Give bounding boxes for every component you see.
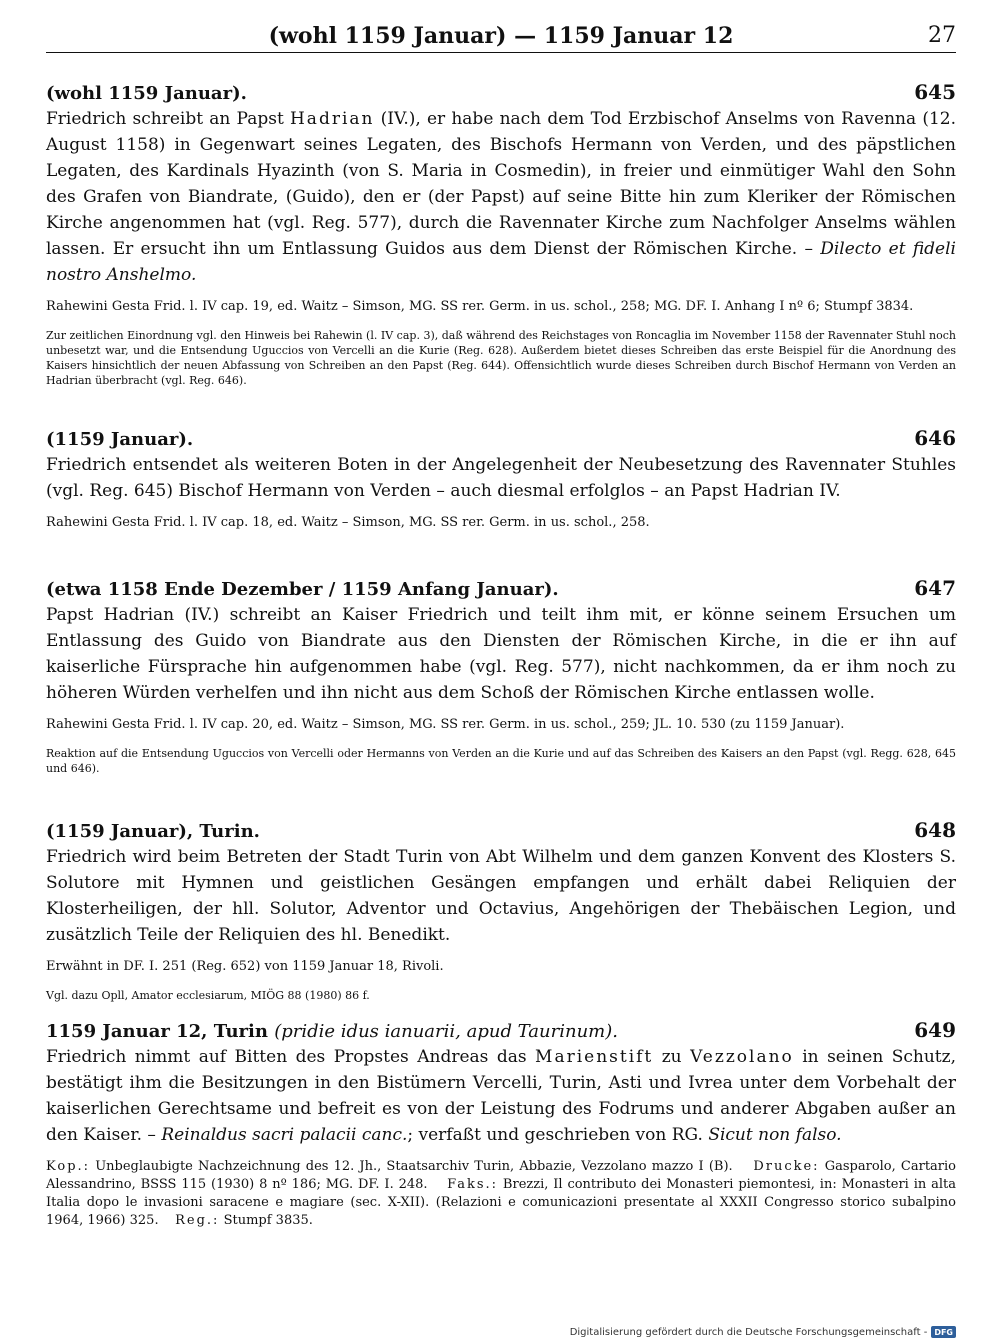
source-references: Rahewini Gesta Frid. l. IV cap. 20, ed. Waitz – Simson, MG. SS rer. Germ. in us. schol., 259; JL. 10. 530 (zu 1159 Januar). bbox=[46, 717, 845, 732]
dfg-logo: DFG bbox=[931, 1326, 956, 1338]
source-references: Rahewini Gesta Frid. l. IV cap. 18, ed. Waitz – Simson, MG. SS rer. Germ. in us. schol., 258. bbox=[46, 515, 650, 530]
entry-heading bbox=[46, 426, 956, 452]
entry-heading bbox=[46, 80, 956, 106]
entry-date: 1159 Januar 12, Turin (pridie idus ianuarii, apud Taurinum). bbox=[46, 1021, 618, 1042]
entry-date: (1159 Januar). bbox=[46, 429, 194, 450]
regest-entry-649 bbox=[46, 1018, 956, 1230]
running-head bbox=[46, 22, 956, 52]
running-title: (wohl 1159 Januar) — 1159 Januar 12 bbox=[268, 23, 734, 49]
entry-date: (etwa 1158 Ende Dezember / 1159 Anfang Januar). bbox=[46, 579, 559, 600]
entry-number: 645 bbox=[914, 80, 956, 104]
regest-text: Friedrich schreibt an Papst Hadrian (IV.), er habe nach dem Tod Erzbischof Anselms von Ravenna (12. August 1158) in Gegenwart seines Legaten, des Bischofs Hermann von Verden, und des päpstlichen Legaten, des Kardinals Hyazinth (von S. Maria in Cosmedin), in freier und einmütiger Wahl den Sohn des Grafen von Biandrate, (Guido), den er (der Papst) auf seine Bitte hin zum Kleriker der Römischen Kirche angenommen hat (vgl. Reg. 577), durch die Ravennater Kirche zum Nachfolger Anselms wählen lassen. Er ersucht ihn um Entlassung Guidos aus dem Dienst der Römischen Kirche. – Dilecto et fideli nostro Anshelmo. bbox=[46, 109, 956, 285]
regest-text: Friedrich nimmt auf Bitten des Propstes Andreas das Marienstift zu Vezzolano in seinen Schutz, bestätigt ihm die Besitzungen in den Bistümern Vercelli, Turin, Asti und Ivrea unter dem Vorbehalt der kaiserlichen Gerechtsame und befreit es von der Leistung des Fodrums und anderer Abgaben außer an den Kaiser. – Reinaldus sacri palacii canc.; verfaßt und geschrieben von RG. Sicut non falso. bbox=[46, 1047, 956, 1145]
header-rule bbox=[46, 52, 956, 53]
entry-heading bbox=[46, 576, 956, 602]
entry-number: 646 bbox=[914, 426, 956, 450]
commentary-note: Zur zeitlichen Einordnung vgl. den Hinweis bei Rahewin (l. IV cap. 3), daß während des Reichstages von Roncaglia im November 1158 der Ravennater Stuhl noch unbesetzt war, und die Entsendung Uguccios von Vercelli an die Kurie (Reg. 628). Außerdem bietet dieses Schreiben das erste Beispiel für die Anordnung des Kaisers hinsichtlich der neuen Abfassung von Schreiben an den Papst (Reg. 644). Offensichtlich wurde dieses Schreiben durch Bischof Hermann von Verden an Hadrian überbracht (vgl. Reg. 646). bbox=[46, 329, 956, 387]
regest-entry-647 bbox=[46, 576, 956, 776]
regest-text: Friedrich entsendet als weiteren Boten in der Angelegenheit der Neubesetzung des Ravennater Stuhles (vgl. Reg. 645) Bischof Hermann von Verden – auch diesmal erfolglos – an Papst Hadrian IV. bbox=[46, 455, 956, 501]
regest-text: Friedrich wird beim Betreten der Stadt Turin von Abt Wilhelm und dem ganzen Konvent des Klosters S. Solutore mit Hymnen und geistlichen Gesängen empfangen und erhält dabei Reliquien der Klosterheiligen, der hll. Solutor, Adventor und Octavius, Angehörigen der Thebäischen Legion, und zusätzlich Teile der Reliquien des hl. Benedikt. bbox=[46, 847, 956, 945]
commentary-note: Reaktion auf die Entsendung Uguccios von Vercelli oder Hermanns von Verden an die Kurie und auf das Schreiben des Kaisers an den Papst (vgl. Regg. 628, 645 und 646). bbox=[46, 747, 956, 775]
source-references: Rahewini Gesta Frid. l. IV cap. 19, ed. Waitz – Simson, MG. SS rer. Germ. in us. schol., 258; MG. DF. I. Anhang I nº 6; Stumpf 3834. bbox=[46, 299, 914, 314]
footer-text: Digitalisierung gefördert durch die Deutsche Forschungsgemeinschaft - bbox=[569, 1326, 928, 1338]
commentary-note: Vgl. dazu Opll, Amator ecclesiarum, MIÖG 88 (1980) 86 f. bbox=[46, 989, 370, 1002]
regest-entry-645 bbox=[46, 80, 956, 388]
entry-heading bbox=[46, 1018, 956, 1044]
regest-entry-648 bbox=[46, 818, 956, 1003]
regest-text: Papst Hadrian (IV.) schreibt an Kaiser Friedrich und teilt ihm mit, er könne seinem Ersuchen um Entlassung des Guido von Biandrate aus den Diensten der Römischen Kirche, in die er ihn auf kaiserliche Fürsprache hin aufgenommen habe (vgl. Reg. 577), nicht nachkommen, da er ihm noch zu höheren Würden verhelfen und ihn nicht aus dem Schoß der Römischen Kirche entlassen wolle. bbox=[46, 605, 956, 703]
regest-entry-646 bbox=[46, 426, 956, 532]
entry-heading bbox=[46, 818, 956, 844]
source-references: Kop.: Unbeglaubigte Nachzeichnung des 12. Jh., Staatsarchiv Turin, Abbazie, Vezzolano mazzo I (B). Drucke: Gasparolo, Cartario Alessandrino, BSSS 115 (1930) 8 nº 186; MG. DF. I. 248. Faks.: Brezzi, Il contributo dei Monasteri piemontesi, in: Monasteri in alta Italia dopo le invasioni saracene e magiare (sec. X-XII). (Relazioni e comunicazioni presentate al XXXII Congresso storico subalpino 1964, 1966) 325. Reg.: Stumpf 3835. bbox=[46, 1159, 957, 1228]
entry-number: 649 bbox=[914, 1018, 956, 1042]
entry-date: (wohl 1159 Januar). bbox=[46, 83, 247, 104]
entry-number: 647 bbox=[914, 576, 956, 600]
entry-date: (1159 Januar), Turin. bbox=[46, 821, 260, 842]
entry-number: 648 bbox=[914, 818, 956, 842]
digitization-footer bbox=[570, 1326, 956, 1338]
source-references: Erwähnt in DF. I. 251 (Reg. 652) von 1159 Januar 18, Rivoli. bbox=[46, 959, 444, 974]
page-number: 27 bbox=[928, 23, 956, 48]
